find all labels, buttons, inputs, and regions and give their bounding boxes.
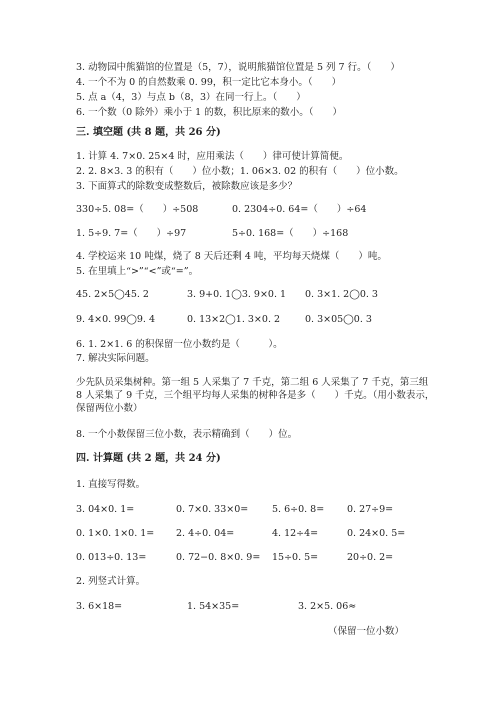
calc-item: 3. 04×0. 1= [76, 504, 135, 515]
judgement-item-4: 4. 一个不为 0 的自然数乘 0. 99，积一定比它本身小。（ ） [76, 77, 342, 88]
fill-section-heading: 三. 填空题 (共 8 题，共 26 分) [76, 127, 221, 138]
calc-item: 0. 24×0. 5= [347, 528, 406, 539]
calc-q1: 1. 直接写得数。 [76, 479, 146, 490]
fill-q5-item: 45. 2×5◯45. 2 [76, 289, 149, 300]
fill-q5-item: 3. 9+0. 1◯3. 9×0. 1 [187, 289, 287, 300]
rounding-note: （保留一位小数） [328, 626, 405, 637]
judgement-item-6: 6. 一个数（0 除外）乘小于 1 的数，积比原来的数小。（ ） [76, 107, 342, 118]
calc-q2: 2. 列竖式计算。 [76, 576, 146, 587]
calc-item: 5. 6÷0. 8= [272, 504, 325, 515]
fill-q5: 5. 在里填上“>”“<”或“=”。 [76, 266, 199, 277]
fill-q5-item: 0. 13×2◯1. 3×0. 2 [187, 314, 281, 325]
fill-q7: 7. 解决实际问题。 [76, 353, 155, 364]
calc-item: 0. 7×0. 33×0= [176, 504, 249, 515]
fill-q2: 2. 2. 8×3. 3 的积有（ ）位小数；1. 06×3. 02 的积有（ ）位小数。 [76, 166, 404, 177]
calc-item: 0. 013÷0. 13= [76, 552, 147, 563]
fill-q1: 1. 计算 4. 7×0. 25×4 时，应用乘法（ ）律可使计算简便。 [76, 151, 349, 162]
fill-q7-problem: 少先队员采集树种。第一组 5 人采集了 7 千克，第二组 6 人采集了 7 千克，第三组 8 人采集了 9 千克，三个组平均每人采集的树种各是多（ ）千克。（用小数表示，保留两位小数） [76, 377, 435, 414]
vertical-calc-item: 1. 54×35= [187, 601, 240, 612]
calc-item: 20÷0. 2= [347, 552, 394, 563]
calc-item: 0. 72−0. 8×0. 9= [176, 552, 261, 563]
calc-section-heading: 四. 计算题 (共 2 题，共 24 分) [76, 453, 221, 464]
fill-q5-item: 9. 4×0. 99◯9. 4 [76, 314, 156, 325]
fill-q4: 4. 学校运来 10 吨煤，烧了 8 天后还剩 4 吨，平均每天烧煤（ ）吨。 [76, 251, 387, 262]
fill-q6: 6. 1. 2×1. 6 的积保留一位小数约是（ ）。 [76, 339, 283, 350]
calc-item: 0. 1×0. 1×0. 1= [76, 528, 155, 539]
judgement-item-3: 3. 动物园中熊猫馆的位置是（5，7），说明熊猫馆位置是 5 列 7 行。（ ） [76, 62, 400, 73]
fill-q5-item: 0. 3×1. 2◯0. 3 [305, 289, 378, 300]
vertical-calc-item: 3. 2×5. 06≈ [298, 601, 357, 612]
calc-item: 0. 27÷9= [347, 504, 394, 515]
judgement-item-5: 5. 点 a（4，3）与点 b（8，3）在同一行上。（ ） [76, 92, 306, 103]
fill-q3-item: 330÷5. 08=（ ）÷508 [76, 204, 199, 215]
fill-q5-item: 0. 3×05◯0. 3 [305, 314, 372, 325]
calc-item: 15÷0. 5= [272, 552, 319, 563]
fill-q8: 8. 一个小数保留三位小数，表示精确到（ ）位。 [76, 429, 298, 440]
calc-item: 2. 4÷0. 04= [176, 528, 235, 539]
fill-q3-item: 0. 2304÷0. 64=（ ）÷64 [232, 204, 367, 215]
fill-q3: 3. 下面算式的除数变成整数后，被除数应该是多少？ [76, 181, 298, 192]
fill-q3-item: 5÷0. 168=（ ）÷168 [232, 228, 349, 239]
fill-q3-item: 1. 5÷9. 7=（ ）÷97 [76, 228, 187, 239]
calc-item: 4. 12÷4= [272, 528, 319, 539]
vertical-calc-item: 3. 6×18= [76, 601, 123, 612]
